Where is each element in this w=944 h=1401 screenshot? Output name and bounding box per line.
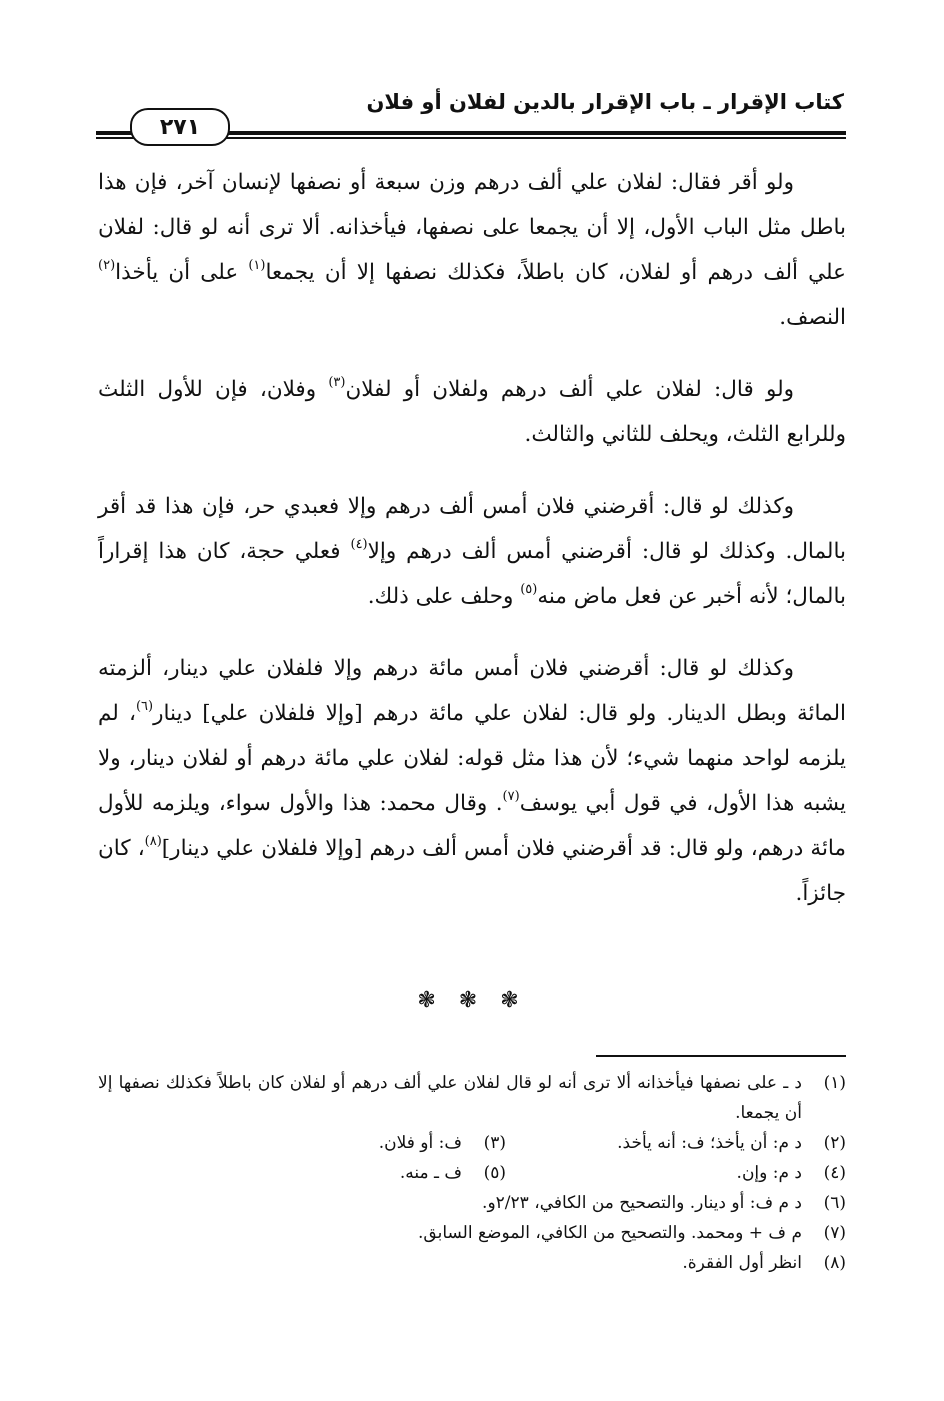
footnote-number: (٢): [823, 1133, 846, 1153]
paragraph-3: [98, 484, 846, 619]
text-run: ولو أقر فقال: لفلان علي ألف درهم وزن سبعة أو نصفها لإنسان آخر، فإن هذا باطل مثل الباب الأول، إلا أن يجمعا على نصفها، فيأخذانه. ألا ترى أنه لو قال: لفلان علي ألف درهم أو لفلان، كان باطلاً، فكذلك نصفها إلا أن يجمعا: [98, 170, 846, 285]
footnote-1: [98, 1068, 846, 1128]
footnote-number: (٦): [823, 1193, 846, 1213]
footnote-2: [506, 1128, 846, 1158]
text-run: على أن يأخذا: [115, 260, 249, 285]
footnote-5: [166, 1158, 506, 1188]
text-run: ولو قال: لفلان علي ألف درهم ولفلان أو لفلان: [345, 377, 795, 402]
footnote-marker: (١): [248, 258, 266, 273]
paragraph-4: [98, 646, 846, 916]
text-run: ، كان جائزاً.: [98, 836, 846, 906]
footnote-text: د ـ على نصفها فيأخذانه ألا ترى أنه لو قال لفلان علي ألف درهم أو لفلان كان باطلاً فكذلك نصفها إلا أن يجمعا.: [98, 1073, 802, 1123]
footnote-text: ف: أو فلان.: [378, 1133, 462, 1153]
footnote-8: [98, 1248, 846, 1278]
footnote-pair-4-5: [98, 1158, 846, 1188]
footnote-pair-2-3: [98, 1128, 846, 1158]
text-run: وكذلك لو قال: أقرضني فلان أمس مائة درهم وإلا فلفلان علي دينار، ألزمته المائة وبطل الدينار. ولو قال: لفلان علي مائة درهم [وإلا فلفلان علي] دينار: [98, 656, 846, 726]
footnote-4: [506, 1158, 846, 1188]
footnotes: [98, 1068, 846, 1278]
footnote-number: (٣): [483, 1133, 506, 1153]
footnote-marker: (٥): [520, 582, 538, 597]
footnote-3: [166, 1128, 506, 1158]
footnote-marker: (٢): [98, 258, 116, 273]
footnote-text: م ف + ومحمد. والتصحيح من الكافي، الموضع السابق.: [418, 1223, 802, 1243]
footnote-number: (٧): [823, 1223, 846, 1243]
text-run: ، لم يلزمه لواحد منهما شيء؛ لأن هذا مثل قوله: لفلان علي مائة درهم أو لفلان دينار، ولا يشبه هذا الأول، في قول أبي يوسف: [98, 701, 846, 816]
footnote-text: انظر أول الفقرة.: [682, 1253, 802, 1273]
text-run: وكذلك لو قال: أقرضني فلان أمس ألف درهم وإلا فعبدي حر، فإن هذا قد أقر بالمال. وكذلك لو قال: أقرضني أمس ألف درهم وإلا: [98, 494, 847, 564]
footnote-text: د م: أن يأخذ؛ ف: أنه يأخذ.: [617, 1133, 802, 1153]
footnote-marker: (٧): [502, 789, 520, 804]
footnote-6: [98, 1188, 846, 1218]
footnote-marker: (٣): [328, 375, 346, 390]
footnote-rule: [596, 1055, 846, 1057]
footnote-text: ف ـ منه.: [399, 1163, 462, 1183]
footnote-marker: (٤): [350, 537, 368, 552]
text-run: وفلان، فإن للأول الثلث وللرابع الثلث، ويحلف للثاني والثالث.: [98, 377, 846, 447]
text-run: . وقال محمد: هذا والأول سواء، ويلزمه للأول مائة درهم، ولو قال: قد أقرضني فلان أمس ألف درهم [وإلا فلفلان علي دينار]: [98, 791, 846, 861]
footnote-text: د م ف: أو دينار. والتصحيح من الكافي، ٢/٢٣و.: [482, 1193, 802, 1213]
footnote-marker: (٨): [144, 834, 162, 849]
paragraph-2: [98, 367, 846, 457]
footnote-number: (٥): [483, 1163, 506, 1183]
footnote-7: [98, 1218, 846, 1248]
chapter-title: كتاب الإقرار ـ باب الإقرار بالدين لفلان أو فلان: [366, 90, 844, 114]
text-run: فعلي حجة، كان هذا إقراراً بالمال؛ لأنه أخبر عن فعل ماض منه: [98, 539, 846, 609]
text-run: النصف.: [779, 305, 846, 330]
footnote-text: د م: وإن.: [736, 1163, 802, 1183]
text-run: وحلف على ذلك.: [367, 584, 521, 609]
footnote-marker: (٦): [135, 699, 154, 714]
footnote-number: (٤): [823, 1163, 846, 1183]
paragraph-1: [98, 160, 846, 340]
section-ornament: ❃ ❃ ❃: [417, 988, 527, 1013]
page-number: ٢٧١: [159, 114, 201, 140]
main-text: [98, 160, 846, 916]
footnote-number: (٨): [823, 1253, 846, 1273]
page-number-badge: [130, 108, 230, 146]
footnote-number: (١): [823, 1073, 846, 1093]
